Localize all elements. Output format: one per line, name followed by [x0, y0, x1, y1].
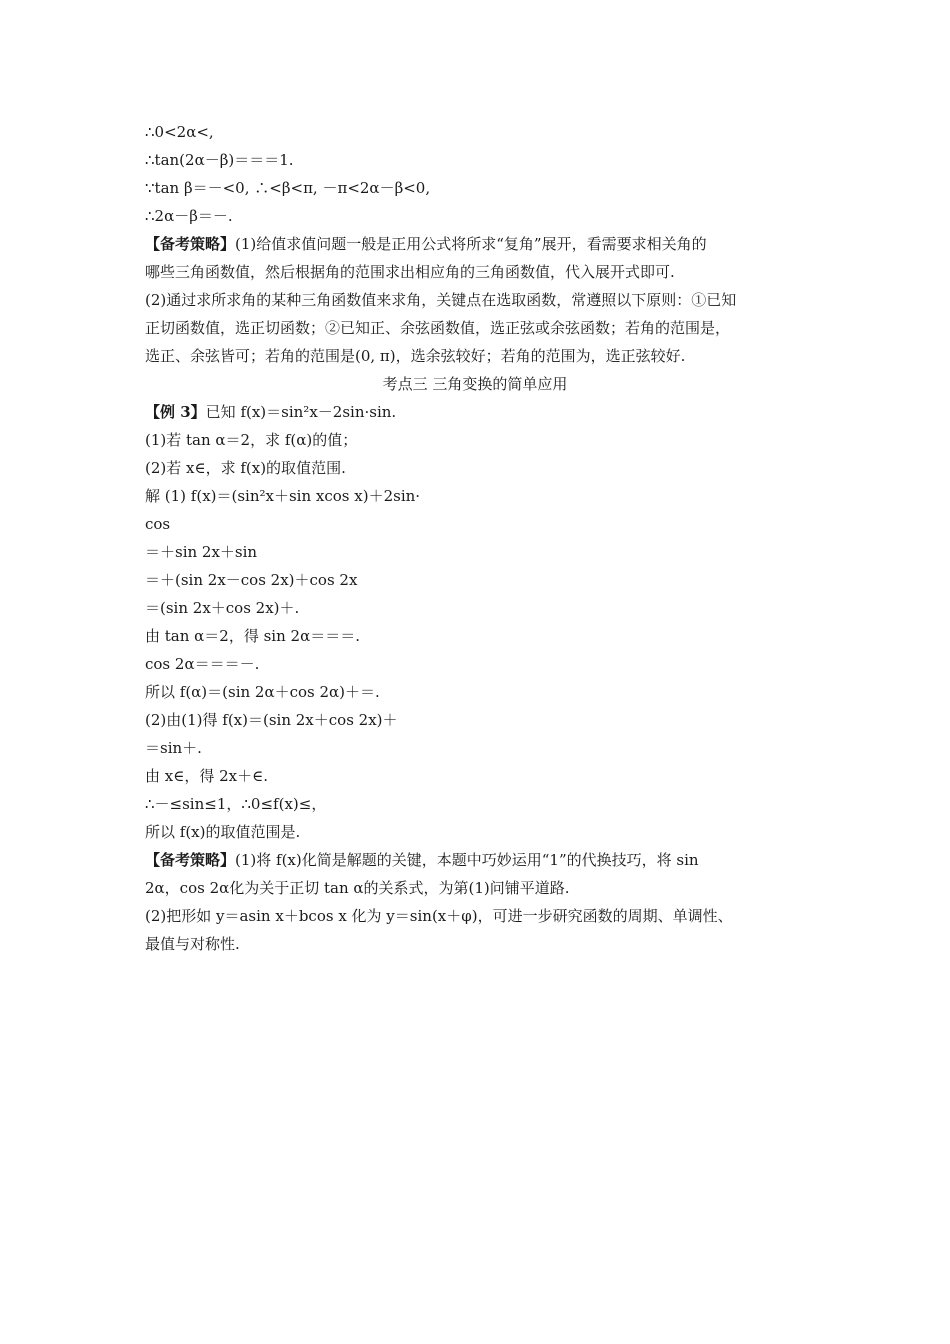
text-line: ＝(sin 2x＋cos 2x)＋. [145, 599, 300, 617]
text-line: cos 2α＝＝＝－. [145, 655, 260, 673]
text-line: 所以 f(x)的取值范围是. [145, 823, 301, 841]
text-line: 2α，cos 2α化为关于正切 tan α的关系式，为第(1)问铺平道路. [145, 879, 570, 897]
strategy-paragraph-line [145, 850, 699, 870]
text-line: 由 tan α＝2，得 sin 2α＝＝＝. [145, 627, 360, 645]
text-line: ∴－≤sin≤1，∴0≤f(x)≤， [145, 795, 327, 813]
strategy-label: 【备考策略】 [145, 851, 236, 869]
text-line: ∴tan(2α－β)＝＝＝1. [145, 151, 294, 169]
text-segment: (1)给值求值问题一般是正用公式将所求“复角”展开，看需要求相关角的 [235, 235, 707, 253]
text-line: (2)由(1)得 f(x)＝(sin 2x＋cos 2x)＋ [145, 711, 398, 729]
strategy-label: 【备考策略】 [145, 235, 236, 253]
text-segment: (1)将 f(x)化简是解题的关键，本题中巧妙运用“1”的代换技巧，将 sin [235, 851, 699, 869]
text-line: ∴0<2α<, [145, 123, 214, 141]
text-line: ∵tan β＝－<0, ∴<β<π, －π<2α－β<0, [145, 179, 431, 197]
text-line: 最值与对称性. [145, 935, 240, 953]
text-line: cos [145, 515, 171, 533]
example-label: 【例 3】 [145, 403, 206, 421]
text-line: (1)若 tan α＝2，求 f(α)的值； [145, 431, 358, 449]
text-line: ＝＋sin 2x＋sin [145, 543, 258, 561]
example-line [145, 402, 396, 422]
text-line: (2)通过求所求角的某种三角函数值来求角，关键点在选取函数，常遵照以下原则：①已知 [145, 291, 737, 309]
section-heading: 考点三 三角变换的简单应用 [382, 375, 568, 393]
text-line: 由 x∈，得 2x＋∈. [145, 767, 268, 785]
text-line: 选正、余弦皆可；若角的范围是(0, π)，选余弦较好；若角的范围为，选正弦较好. [145, 347, 686, 365]
text-line: 哪些三角函数值，然后根据角的范围求出相应角的三角函数值，代入展开式即可. [145, 263, 675, 281]
text-line: (2)把形如 y＝asin x＋bcos x 化为 y＝sin(x＋φ)，可进一步研究函数的周期、单调性、 [145, 907, 733, 925]
text-segment: 已知 f(x)＝sin²x－2sin·sin. [205, 403, 397, 421]
text-line: ∴2α－β＝－. [145, 207, 233, 225]
text-line: (2)若 x∈，求 f(x)的取值范围. [145, 459, 346, 477]
strategy-paragraph-line [145, 234, 707, 254]
text-line: ＝＋(sin 2x－cos 2x)＋cos 2x [145, 571, 358, 589]
text-line: ＝sin＋. [145, 739, 202, 757]
text-line: 所以 f(α)＝(sin 2α＋cos 2α)＋＝. [145, 683, 380, 701]
text-line: 解 (1) f(x)＝(sin²x＋sin xcos x)＋2sin· [145, 487, 421, 505]
text-line: 正切函数值，选正切函数；②已知正、余弦函数值，选正弦或余弦函数；若角的范围是， [145, 319, 731, 337]
